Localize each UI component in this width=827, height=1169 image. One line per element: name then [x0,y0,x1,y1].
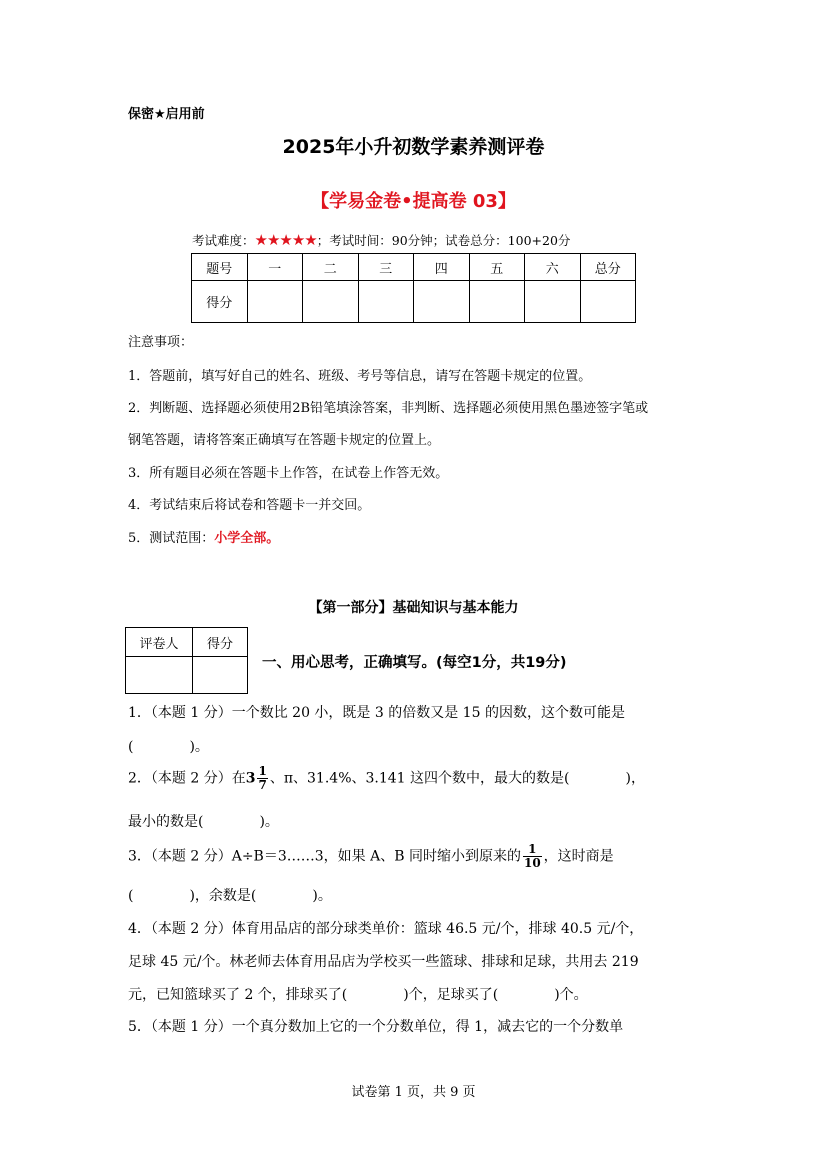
score-header-cell: 三 [358,254,414,281]
grader-header-cell: 得分 [193,628,248,657]
question-3-suffix: ，这时商是 [543,848,614,865]
question-1-line-1: 1．（本题 1 分）一个数比 20 小，既是 3 的倍数又是 15 的因数，这个数可能是 [128,705,625,721]
confidential-label: 保密★启用前 [128,107,205,122]
score-cell [414,281,470,323]
page-footer: 试卷第 1 页，共 9 页 [351,1085,476,1100]
question-4-line-2: 足球 45 元/个。林老师去体育用品店为学校买一些篮球、排球和足球，共用去 219 [128,954,639,970]
score-cell [247,281,303,323]
score-header-cell: 五 [469,254,525,281]
score-header-cell: 总分 [580,254,636,281]
score-table-header-row [192,254,636,281]
mixed-number-whole: 3 [245,770,256,787]
fraction-numerator: 1 [523,843,542,857]
question-4-line-3: 元，已知篮球买了 2 个，排球买了( )个，足球买了( )个。 [128,987,588,1003]
question-2-line-1 [128,765,645,792]
scope-label: 5．测试范围： [128,531,215,546]
scope-value: 小学全部。 [214,531,280,546]
notice-item: 2．判断题、选择题必须使用2B铅笔填涂答案，非判断、选择题必须使用黑色墨迹签字笔或 [128,401,649,416]
score-cell [469,281,525,323]
score-header-cell: 四 [414,254,470,281]
exam-meta-rest: ；考试时间：90分钟；试卷总分：100+20分 [316,233,571,248]
score-table-score-row [192,281,636,323]
question-3-prefix: 3．（本题 2 分）A÷B＝3……3，如果 A、B 同时缩小到原来的 [128,848,521,865]
score-cell [303,281,359,323]
score-table [191,253,636,323]
notice-scope [128,527,279,546]
notice-item: 1．答题前，填写好自己的姓名、班级、考号等信息，请写在答题卡规定的位置。 [128,369,592,384]
section-title: 【第一部分】基础知识与基本能力 [308,600,519,616]
question-5-line-1: 5．（本题 1 分）一个真分数加上它的一个分数单位，得 1，减去它的一个分数单 [128,1019,624,1035]
score-header-cell: 六 [525,254,581,281]
page-subtitle: 【学易金卷•提高卷 03】 [311,191,516,212]
score-header-cell: 二 [303,254,359,281]
notice-item: 钢笔答题，请将答案正确填写在答题卡规定的位置上。 [128,433,441,448]
score-header-cell: 题号 [192,254,248,281]
fraction [523,843,542,870]
grader-cell [193,657,248,694]
question-3-line-1 [128,843,614,870]
notice-item: 4．考试结束后将试卷和答题卡一并交回。 [128,498,371,513]
question-1-line-2: ( )。 [128,739,209,755]
question-3-line-2: ( )，余数是( )。 [128,888,332,904]
page-title: 2025年小升初数学素养测评卷 [282,136,545,158]
question-4-line-1: 4．（本题 2 分）体育用品店的部分球类单价：篮球 46.5 元/个，排球 40.5 元/个， [128,921,644,937]
fraction-numerator: 1 [258,764,267,778]
score-cell [358,281,414,323]
score-header-cell: 一 [247,254,303,281]
notice-heading: 注意事项： [128,335,194,350]
fraction-denominator: 10 [523,856,541,870]
fraction [257,765,267,792]
question-2-suffix: 、π、31.4%、3.141 这四个数中，最大的数是( )， [269,770,645,787]
score-cell [525,281,581,323]
difficulty-stars-icon: ★★★★★ [254,231,317,249]
exam-meta [192,231,570,249]
fraction-denominator: 7 [258,778,267,792]
grader-cell [126,657,193,694]
question-2-prefix: 2．（本题 2 分）在 [128,770,246,787]
notice-item: 3．所有题目必须在答题卡上作答，在试卷上作答无效。 [128,466,449,481]
grader-table [125,627,248,694]
score-row-label: 得分 [192,281,248,323]
grader-header-cell: 评卷人 [126,628,193,657]
difficulty-label: 考试难度： [192,233,255,248]
score-cell [580,281,636,323]
part-heading: 一、用心思考，正确填写。(每空1分，共19分) [262,655,567,671]
question-2-line-2: 最小的数是( )。 [128,814,279,830]
